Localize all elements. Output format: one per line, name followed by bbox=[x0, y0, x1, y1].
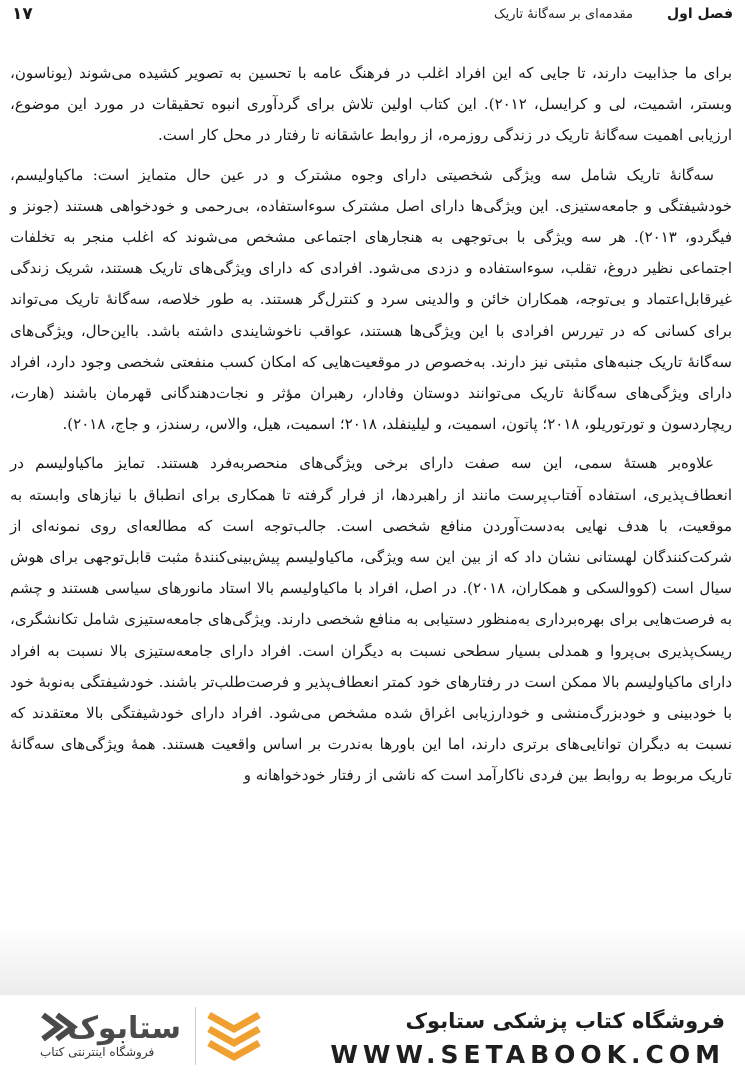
paragraph: برای ما جذابیت دارند، تا جایی که این افراد اغلب در فرهنگ عامه با تحسین به تصویر کشیده می‌شوند (یوناسون، وبستر، اشمیت، لی و کرایسل، ۲۰۱۲). این کتاب اولین تلاش برای گردآوری انبوه تحقیقات در مورد این موضوع، ارزیابی اهمیت سه‌گانهٔ تاریک در زندگی روزمره، از روابط عاشقانه تا رفتار در محل کار است. bbox=[10, 64, 732, 145]
divider bbox=[195, 1007, 196, 1065]
paragraph: سه‌گانهٔ تاریک شامل سه ویژگی شخصیتی دارای وجوه مشترک و در عین حال متمایز است: ماکیاولیسم، خودشیفتگی و جامعه‌ستیزی. این ویژگی‌ها دارای اصل مشترک سوءاستفاده، بی‌رحمی و خودخواهی هستند (جونز و فیگردو، ۲۰۱۳). هر سه ویژگی با بی‌توجهی به هنجارهای اجتماعی مشخص می‌شوند که اغلب منجر به تخلفات اجتماعی نظیر دروغ، تقلب، سوءاستفاده و دزدی می‌شود. افرادی که دارای ویژگی‌های تاریک هستند، شریک زندگی غیرقابل‌اعتماد و بی‌توجه، همکاران خائن و والدینی سرد و کنترل‌گر هستند. به طور خلاصه، سه‌گانهٔ تاریک می‌تواند برای کسانی که در تیررس افرادی با این ویژگی‌ها هستند، عواقب ناخوشایندی داشته باشد. بااین‌حال، ویژگی‌های سه‌گانهٔ تاریک جنبه‌های مثبتی نیز دارند. به‌خصوص در موقعیت‌هایی که امکان کسب منفعتی شخصی وجود دارد، افراد دارای ویژگی‌های سه‌گانهٔ تاریک می‌توانند دوستان وفادار، رهبران مؤثر و نجات‌دهندگانی قهرمان باشند (هارت، ریچاردسون و تورتوریلو، ۲۰۱۸؛ پاتون، اسمیت، و لیلینفلد، ۲۰۱۸؛ اسمیت، هیل، والاس، رسندز، و جاج، ۲۰۱۸). bbox=[10, 165, 732, 434]
logo-subtitle: فروشگاه اینترنتی کتاب bbox=[40, 1045, 155, 1059]
svg-text:ستابوک: ستابوک bbox=[67, 1011, 181, 1046]
watermark-footer bbox=[0, 995, 745, 1079]
chevron-logo-icon bbox=[205, 1009, 263, 1069]
shop-name: فروشگاه کتاب پزشکی ستابوک bbox=[405, 1009, 725, 1033]
page-number: ۱۷ bbox=[12, 4, 33, 24]
paragraph: علاوه‌بر هستهٔ سمی، این سه صفت دارای برخی ویژگی‌های منحصربه‌فرد هستند. تمایز ماکیاولیسم در انعطاف‌پذیری، استفاده آفتاب‌پرست مانند از راهبردها، از فرار گرفته تا همکاری برای انطباق با نیازهای وابسته به موقعیت، با هدف نهایی به‌دست‌آوردن منافع شخصی است. جالب‌توجه است که مطالعه‌ای روی نمونه‌ای از شرکت‌کنندگان لهستانی نشان داد که از بین این سه ویژگی، ماکیاولیسم پیش‌بینی‌کنندهٔ مثبت قابل‌توجهی برای هوش سیال است (کووالسکی و همکاران، ۲۰۱۸). در اصل، افراد با ماکیاولیسم بالا استاد مانورهای سیاسی هستند و چشم به فرصت‌هایی برای بهره‌برداری به‌منظور دستیابی به منافع شخصی دارند. ویژگی‌های جامعه‌ستیزی شامل تکانشگری، ریسک‌پذیری بی‌پروا و همدلی بسیار سطحی نسبت به دیگران است. افراد دارای جامعه‌ستیزی بالا نسبت به افراد دارای ماکیاولیسم بالا ممکن است در رفتارهای خود کمتر انعطاف‌پذیر و فرصت‌طلب‌تر باشند. خودشیفتگی به‌نوبهٔ خود با خودبینی و خودبزرگ‌منشی و خودارزیابی اغراق شده مشخص می‌شود. افراد دارای خودشیفتگی بالا معتقدند که نسبت به دیگران توانایی‌های برتری دارند، اما این باورها به‌ندرت بر اساس واقعیت هستند. همهٔ ویژگی‌های سه‌گانهٔ تاریک مربوط به روابط بین فردی ناکارآمد است که ناشی از رفتار خودخواهانه و bbox=[10, 454, 732, 785]
bottom-fade bbox=[0, 925, 745, 1000]
shop-url-link[interactable]: WWW.SETABOOK.COM bbox=[330, 1040, 725, 1069]
chapter-label: فصل اول bbox=[667, 6, 733, 22]
chapter-title: مقدمه‌ای بر سه‌گانهٔ تاریک bbox=[494, 7, 633, 22]
body-text bbox=[10, 58, 732, 800]
page-header bbox=[0, 0, 745, 36]
